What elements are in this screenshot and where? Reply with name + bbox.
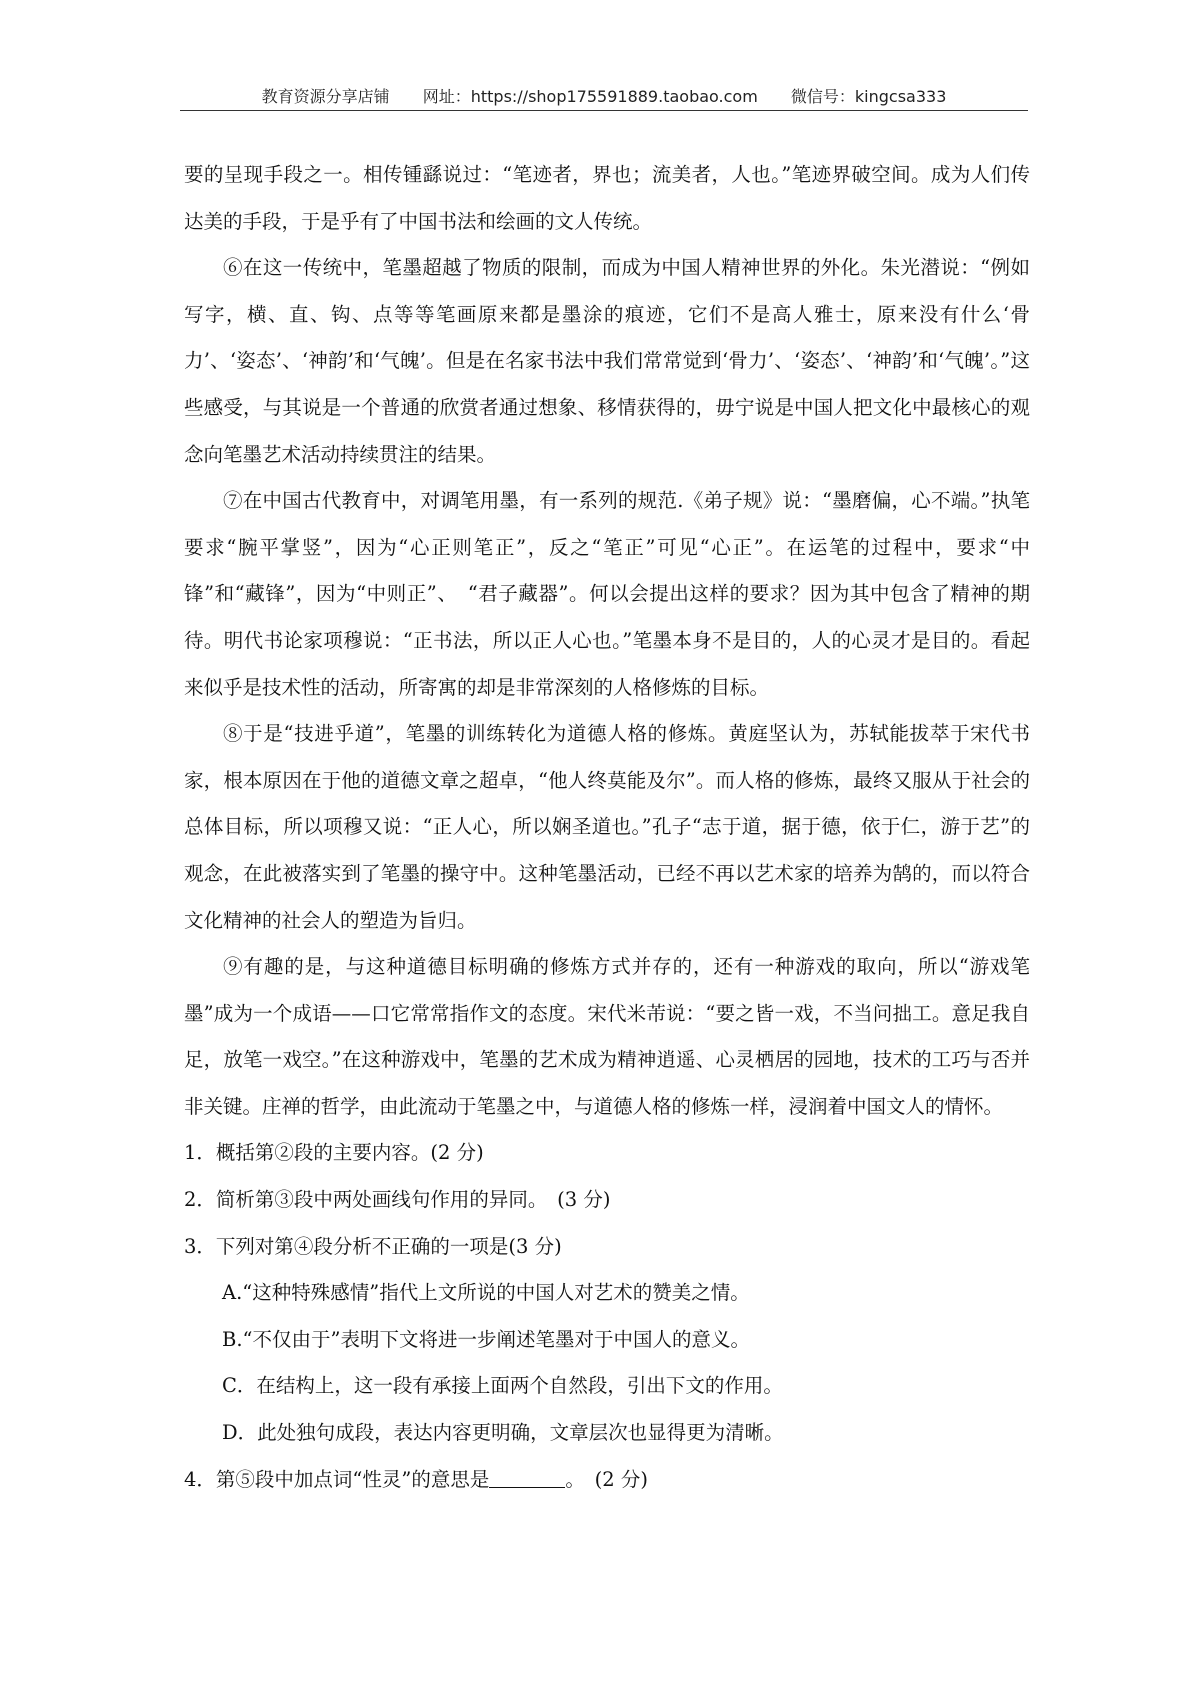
paragraph-7: ⑦在中国古代教育中，对调笔用墨，有一系列的规范.《弟子规》说：“墨磨偏，心不端。”执笔要求“腕平掌竖”，因为“心正则笔正”，反之“笔正”可见“心正”。在运笔的过程中，要求“中锋”和“藏锋”，因为“中则正”、 “君子藏器”。何以会提出这样的要求？因为其中包含了精神的期待。明代书论家项穆说：“正书法，所以正人心也。”笔墨本身不是目的，人的心灵才是目的。看起来似乎是技术性的活动，所寄寓的却是非常深刻的人格修炼的目标。	[184, 489, 1030, 699]
question-3-option-a: A.“这种特殊感情”指代上文所说的中国人对艺术的赞美之情。	[222, 1281, 750, 1305]
question-4-prefix: 4．第⑤段中加点词“性灵”的意思是	[184, 1467, 490, 1491]
question-1: 1．概括第②段的主要内容。(2 分)	[184, 1141, 484, 1165]
page-header	[180, 84, 1028, 107]
question-4-suffix: 。 (2 分)	[565, 1467, 648, 1491]
document-body	[184, 152, 1030, 1503]
question-4	[184, 1457, 1030, 1504]
question-3-option-d: D．此处独句成段，表达内容更明确，文章层次也显得更为清晰。	[222, 1421, 784, 1445]
paragraph-6: ⑥在这一传统中，笔墨超越了物质的限制，而成为中国人精神世界的外化。朱光潜说：“例如写字，横、直、钩、点等等笔画原来都是墨涂的痕迹，它们不是高人雅士，原来没有什么‘骨力’、‘姿态’、‘神韵’和‘气魄’。但是在名家书法中我们常常觉到‘骨力’、‘姿态’、‘神韵’和‘气魄’。”这些感受，与其说是一个普通的欣赏者通过想象、移情获得的，毋宁说是中国人把文化中最核心的观念向笔墨艺术活动持续贯注的结果。	[184, 256, 1030, 466]
header-divider	[180, 110, 1028, 111]
question-3: 3．下列对第④段分析不正确的一项是(3 分)	[184, 1234, 562, 1258]
paragraph-8: ⑧于是“技进乎道”，笔墨的训练转化为道德人格的修炼。黄庭坚认为，苏轼能拔萃于宋代书家，根本原因在于他的道德文章之超卓，“他人终莫能及尔”。而人格的修炼，最终又服从于社会的总体目标，所以项穆又说：“正人心，所以娴圣道也。”孔子“志于道，据于德，依于仁，游于艺”的观念，在此被落实到了笔墨的操守中。这种笔墨活动，已经不再以艺术家的培养为鹄的，而以符合文化精神的社会人的塑造为旨归。	[184, 722, 1030, 932]
paragraph-5-continued: 要的呈现手段之一。相传锺繇说过：“笔迹者，界也；流美者，人也。”笔迹界破空间。成为人们传达美的手段，于是乎有了中国书法和绘画的文人传统。	[184, 163, 1030, 233]
paragraph-9: ⑨有趣的是，与这种道德目标明确的修炼方式并存的，还有一种游戏的取向，所以“游戏笔墨”成为一个成语——口它常常指作文的态度。宋代米芾说：“要之皆一戏，不当问拙工。意足我自足，放笔一戏空。”在这种游戏中，笔墨的艺术成为精神逍遥、心灵栖居的园地，技术的工巧与否并非关键。庄禅的哲学，由此流动于笔墨之中，与道德人格的修炼一样，浸润着中国文人的情怀。	[184, 955, 1030, 1118]
question-3-option-b: B.“不仅由于”表明下文将进一步阐述笔墨对于中国人的意义。	[222, 1327, 750, 1351]
question-3-option-c: C．在结构上，这一段有承接上面两个自然段，引出下文的作用。	[222, 1374, 783, 1398]
header-shop-name: 教育资源分享店铺	[261, 87, 390, 106]
question-2: 2．简析第③段中两处画线句作用的异同。 (3 分)	[184, 1188, 611, 1212]
answer-blank	[489, 1465, 565, 1488]
header-wechat-id: 微信号：kingcsa333	[790, 87, 947, 106]
header-shop-url: 网址：https://shop175591889.taobao.com	[422, 87, 758, 106]
